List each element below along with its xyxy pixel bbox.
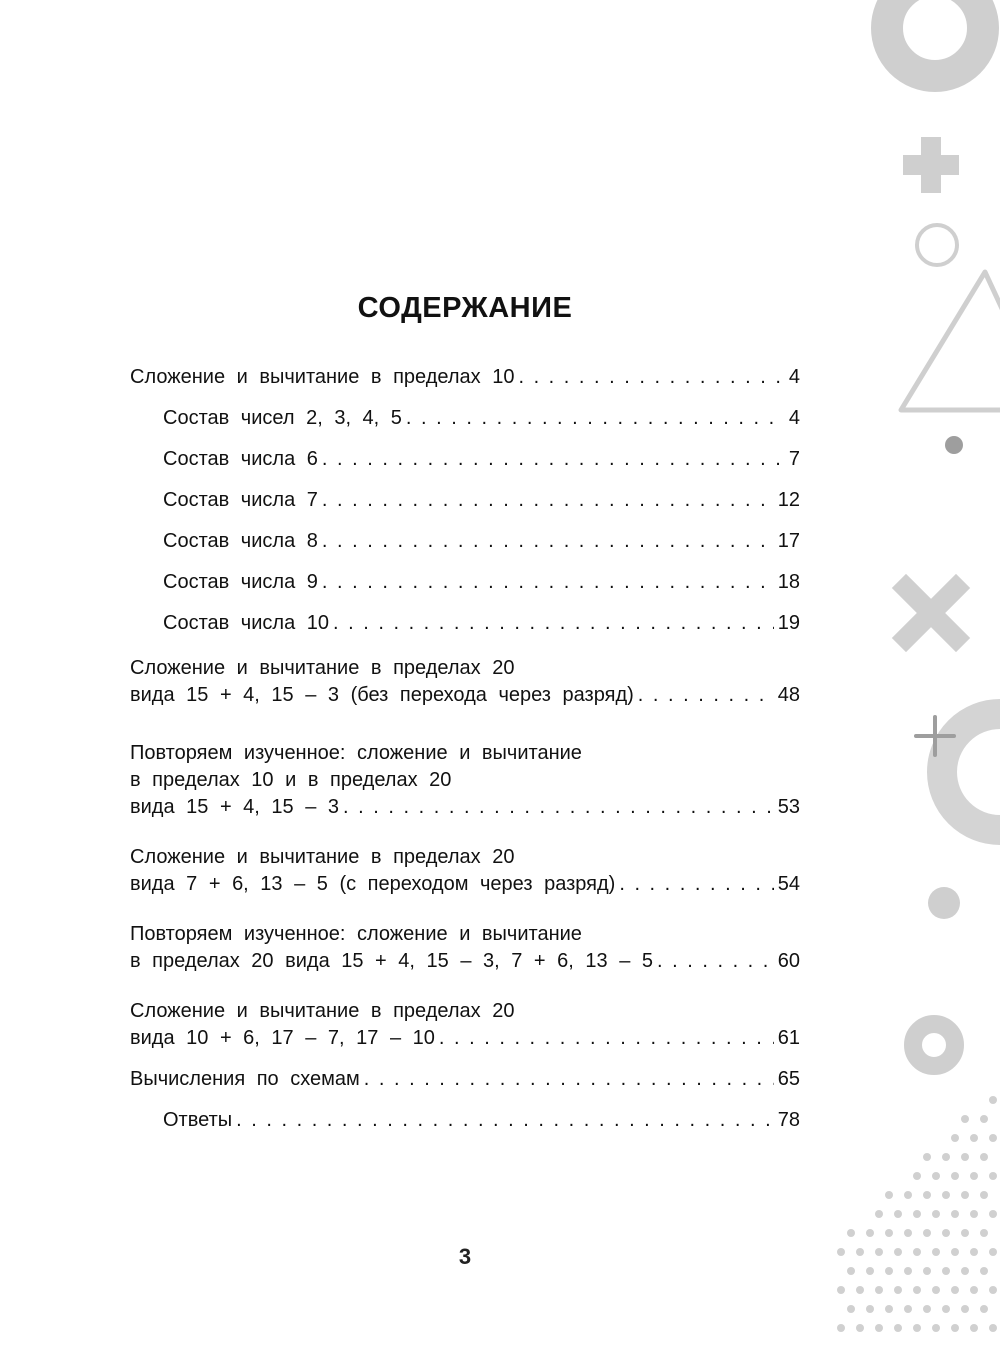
dot-leader <box>343 794 774 821</box>
toc-entry <box>130 569 800 596</box>
toc-entry-page: 7 <box>788 448 800 470</box>
pattern-dot <box>923 1191 931 1199</box>
toc-entry-page: 19 <box>777 612 800 634</box>
toc-entry-title: Состав числа 9 <box>163 571 318 593</box>
toc-entry-title: вида 15 + 4, 15 – 3 <box>130 796 340 818</box>
pattern-dot <box>970 1210 978 1218</box>
pattern-dot <box>980 1115 988 1123</box>
toc-entry <box>130 487 800 514</box>
toc-entry <box>130 921 800 975</box>
toc-entry <box>130 1107 800 1134</box>
dot-icon <box>945 436 963 454</box>
dot-pattern <box>837 1096 997 1332</box>
toc-entry-title: вида 7 + 6, 13 – 5 (с переходом через разряд) <box>130 873 616 895</box>
pattern-dot <box>989 1096 997 1104</box>
large-ring-icon <box>887 0 983 76</box>
pattern-dot <box>970 1324 978 1332</box>
toc-entry <box>130 446 800 473</box>
dot-leader <box>638 682 774 709</box>
pattern-dot <box>894 1210 902 1218</box>
pattern-dot <box>847 1229 855 1237</box>
toc-entry <box>130 655 800 709</box>
pattern-dot <box>932 1324 940 1332</box>
toc-entry-title: Сложение и вычитание в пределах 20 <box>130 846 515 868</box>
dot-leader <box>333 610 774 637</box>
pattern-dot <box>951 1248 959 1256</box>
dot-leader <box>322 528 774 555</box>
toc-entry-page: 48 <box>777 684 800 706</box>
toc-entry-title: вида 10 + 6, 17 – 7, 17 – 10 <box>130 1027 435 1049</box>
pattern-dot <box>837 1286 845 1294</box>
pattern-dot <box>951 1172 959 1180</box>
toc-entry-page: 12 <box>777 489 800 511</box>
toc-entry-title: вида 15 + 4, 15 – 3 (без перехода через разряд) <box>130 684 634 706</box>
pattern-dot <box>942 1191 950 1199</box>
pattern-dot <box>837 1324 845 1332</box>
toc-entry-title: Повторяем изученное: сложение и вычитание <box>130 923 582 945</box>
pattern-dot <box>989 1134 997 1142</box>
toc-entry-title: в пределах 10 и в пределах 20 <box>130 769 452 791</box>
small-ring-icon <box>917 225 957 265</box>
page-title: СОДЕРЖАНИЕ <box>357 292 573 324</box>
pattern-dot <box>961 1191 969 1199</box>
pattern-dot <box>932 1286 940 1294</box>
large-half-ring-icon <box>942 714 1000 830</box>
dot-leader <box>322 446 785 473</box>
toc-entry-title: Сложение и вычитание в пределах 20 <box>130 657 515 679</box>
pattern-dot <box>980 1267 988 1275</box>
pattern-dot <box>942 1153 950 1161</box>
grey-dot-icon <box>928 887 960 919</box>
pattern-dot <box>885 1305 893 1313</box>
dot-leader <box>619 871 773 898</box>
pattern-dot <box>980 1229 988 1237</box>
dot-leader <box>322 569 774 596</box>
pattern-dot <box>923 1153 931 1161</box>
pattern-dot <box>989 1324 997 1332</box>
plus-icon <box>903 137 959 193</box>
toc-entry-title: Вычисления по схемам <box>130 1068 360 1090</box>
pattern-dot <box>856 1286 864 1294</box>
toc-entry-page: 4 <box>788 407 800 429</box>
toc-entry-page: 60 <box>777 950 800 972</box>
pattern-dot <box>866 1229 874 1237</box>
pattern-dot <box>951 1324 959 1332</box>
pattern-dot <box>961 1115 969 1123</box>
pattern-dot <box>989 1172 997 1180</box>
pattern-dot <box>961 1305 969 1313</box>
dot-leader <box>657 948 774 975</box>
toc-entry-page: 78 <box>777 1109 800 1131</box>
page-number: 3 <box>458 1244 472 1269</box>
toc-entry-title: Сложение и вычитание в пределах 20 <box>130 1000 515 1022</box>
pattern-dot <box>932 1210 940 1218</box>
toc-entry-title: Сложение и вычитание в пределах 10 <box>130 366 515 388</box>
pattern-dot <box>980 1191 988 1199</box>
pattern-dot <box>904 1305 912 1313</box>
pattern-dot <box>923 1229 931 1237</box>
toc-entry-page: 65 <box>777 1068 800 1090</box>
pattern-dot <box>913 1210 921 1218</box>
dot-leader <box>322 487 774 514</box>
toc-entry <box>130 610 800 637</box>
toc-entry-title: Состав чисел 2, 3, 4, 5 <box>163 407 402 429</box>
pattern-dot <box>951 1286 959 1294</box>
pattern-dot <box>970 1248 978 1256</box>
pattern-dot <box>875 1210 883 1218</box>
pattern-dot <box>932 1172 940 1180</box>
toc-entry-page: 17 <box>777 530 800 552</box>
pattern-dot <box>856 1324 864 1332</box>
toc-entry <box>130 364 800 391</box>
pattern-dot <box>942 1229 950 1237</box>
pattern-dot <box>894 1286 902 1294</box>
toc-entry <box>130 998 800 1052</box>
pattern-dot <box>989 1286 997 1294</box>
dot-leader <box>439 1025 774 1052</box>
pattern-dot <box>970 1172 978 1180</box>
toc-entry <box>130 740 800 821</box>
pattern-dot <box>847 1305 855 1313</box>
toc-entry-page: 53 <box>777 796 800 818</box>
pattern-dot <box>904 1229 912 1237</box>
pattern-dot <box>866 1305 874 1313</box>
pattern-dot <box>942 1267 950 1275</box>
toc-entry-title: Состав числа 8 <box>163 530 318 552</box>
dot-leader <box>406 405 785 432</box>
pattern-dot <box>970 1134 978 1142</box>
pattern-dot <box>875 1286 883 1294</box>
pattern-dot <box>923 1305 931 1313</box>
pattern-dot <box>961 1267 969 1275</box>
toc-entry <box>130 528 800 555</box>
toc-entry-page: 61 <box>777 1027 800 1049</box>
pattern-dot <box>894 1324 902 1332</box>
toc-entry-page: 4 <box>788 366 800 388</box>
pattern-dot <box>980 1153 988 1161</box>
toc-entry-title: Состав числа 6 <box>163 448 318 470</box>
pattern-dot <box>970 1286 978 1294</box>
dot-leader <box>518 364 784 391</box>
toc-entry <box>130 844 800 898</box>
pattern-dot <box>913 1172 921 1180</box>
dot-leader <box>236 1107 774 1134</box>
dot-leader <box>364 1066 774 1093</box>
toc-entry-title: Состав числа 7 <box>163 489 318 511</box>
toc-entry-title: в пределах 20 вида 15 + 4, 15 – 3, 7 + 6, 13 – 5 <box>130 950 653 972</box>
pattern-dot <box>904 1191 912 1199</box>
toc-entry-title: Повторяем изученное: сложение и вычитание <box>130 742 582 764</box>
pattern-dot <box>951 1134 959 1142</box>
pattern-dot <box>961 1229 969 1237</box>
pattern-dot <box>961 1153 969 1161</box>
pattern-dot <box>885 1229 893 1237</box>
toc-entry <box>130 1066 800 1093</box>
pattern-dot <box>875 1324 883 1332</box>
pattern-dot <box>980 1305 988 1313</box>
toc-entry-title: Ответы <box>163 1109 233 1131</box>
pattern-dot <box>989 1210 997 1218</box>
table-of-contents <box>130 364 800 1134</box>
pattern-dot <box>942 1305 950 1313</box>
ring-icon <box>913 1024 955 1066</box>
pattern-dot <box>913 1324 921 1332</box>
toc-entry-page: 18 <box>777 571 800 593</box>
toc-entry-title: Состав числа 10 <box>163 612 329 634</box>
pattern-dot <box>932 1248 940 1256</box>
toc-entry <box>130 405 800 432</box>
pattern-dot <box>885 1191 893 1199</box>
pattern-dot <box>989 1248 997 1256</box>
cross-icon <box>906 588 956 638</box>
pattern-dot <box>913 1286 921 1294</box>
pattern-dot <box>951 1210 959 1218</box>
toc-entry-page: 54 <box>777 873 800 895</box>
